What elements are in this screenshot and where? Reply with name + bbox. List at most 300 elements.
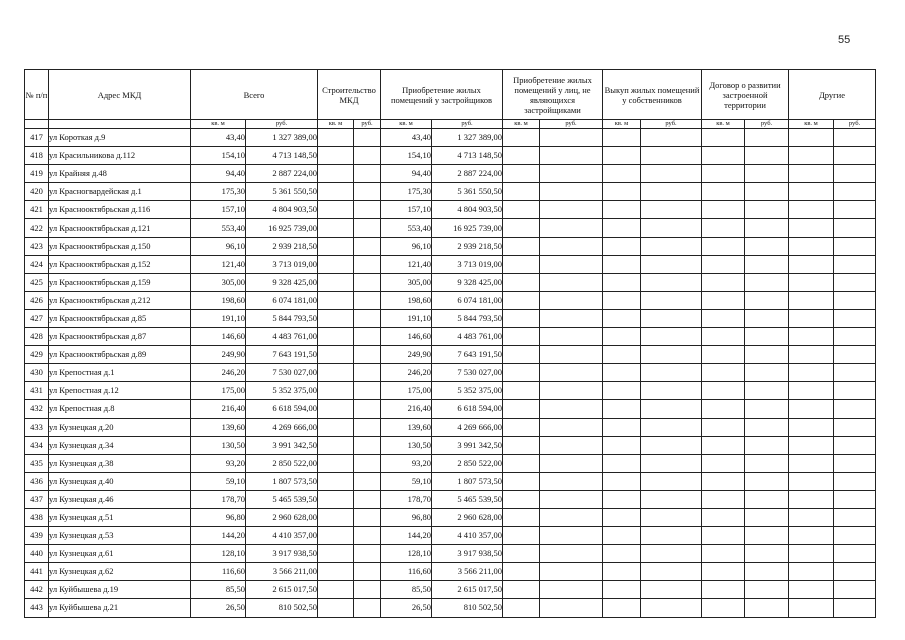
table-row (25, 508, 876, 526)
row-construction-area (318, 508, 354, 526)
row-number: 437 (25, 490, 49, 508)
row-other-area (789, 183, 834, 201)
row-buyout-area (603, 490, 641, 508)
table-row (25, 165, 876, 183)
row-construction-area (318, 436, 354, 454)
row-other-area (789, 454, 834, 472)
row-contract-area (702, 454, 745, 472)
row-total-area: 305,00 (191, 273, 246, 291)
row-purchase-other-area (503, 545, 540, 563)
row-construction-rub (354, 201, 381, 219)
row-number: 426 (25, 291, 49, 309)
row-total-rub: 5 361 550,50 (246, 183, 318, 201)
row-purchase-other-area (503, 291, 540, 309)
row-contract-area (702, 364, 745, 382)
row-purchase-area: 305,00 (381, 273, 432, 291)
row-other-area (789, 581, 834, 599)
row-other-rub (834, 273, 876, 291)
row-construction-area (318, 454, 354, 472)
row-purchase-other-area (503, 508, 540, 526)
row-total-area: 130,50 (191, 436, 246, 454)
row-buyout-rub (641, 201, 702, 219)
row-purchase-other-rub (540, 490, 603, 508)
header-contract: Договор о развитии застроенной территории (702, 70, 789, 120)
row-construction-rub (354, 418, 381, 436)
row-total-area: 43,40 (191, 129, 246, 147)
row-construction-rub (354, 219, 381, 237)
row-contract-rub (745, 436, 789, 454)
row-purchase-rub: 4 713 148,50 (432, 147, 503, 165)
unit-rub: руб. (246, 120, 318, 129)
row-buyout-area (603, 147, 641, 165)
unit-area: кв. м (381, 120, 432, 129)
row-purchase-other-rub (540, 364, 603, 382)
unit-rub: руб. (745, 120, 789, 129)
unit-area: кв. м (503, 120, 540, 129)
row-number: 433 (25, 418, 49, 436)
row-total-rub: 3 713 019,00 (246, 255, 318, 273)
row-buyout-area (603, 400, 641, 418)
row-construction-area (318, 545, 354, 563)
row-number: 442 (25, 581, 49, 599)
row-purchase-other-area (503, 400, 540, 418)
row-purchase-other-area (503, 147, 540, 165)
row-contract-rub (745, 472, 789, 490)
row-contract-rub (745, 273, 789, 291)
row-total-area: 144,20 (191, 527, 246, 545)
row-buyout-area (603, 219, 641, 237)
row-total-rub: 1 807 573,50 (246, 472, 318, 490)
row-other-rub (834, 472, 876, 490)
row-number: 440 (25, 545, 49, 563)
row-buyout-rub (641, 219, 702, 237)
row-buyout-rub (641, 581, 702, 599)
table-row (25, 436, 876, 454)
row-other-rub (834, 418, 876, 436)
row-total-rub: 1 327 389,00 (246, 129, 318, 147)
row-purchase-other-rub (540, 165, 603, 183)
row-buyout-area (603, 382, 641, 400)
row-purchase-other-area (503, 581, 540, 599)
row-purchase-other-area (503, 183, 540, 201)
row-contract-rub (745, 563, 789, 581)
row-address: ул Куйбышева д.21 (49, 599, 191, 617)
row-total-rub: 4 410 357,00 (246, 527, 318, 545)
unit-area: кв. м (191, 120, 246, 129)
row-number: 434 (25, 436, 49, 454)
row-purchase-rub: 5 352 375,00 (432, 382, 503, 400)
row-contract-area (702, 219, 745, 237)
row-contract-rub (745, 364, 789, 382)
row-purchase-area: 144,20 (381, 527, 432, 545)
header-total: Всего (191, 70, 318, 120)
row-construction-rub (354, 237, 381, 255)
row-contract-rub (745, 291, 789, 309)
row-purchase-other-rub (540, 508, 603, 526)
row-purchase-area: 26,50 (381, 599, 432, 617)
row-buyout-rub (641, 418, 702, 436)
row-construction-rub (354, 291, 381, 309)
row-purchase-rub: 810 502,50 (432, 599, 503, 617)
row-address: ул Кузнецкая д.46 (49, 490, 191, 508)
row-purchase-other-rub (540, 183, 603, 201)
row-total-area: 96,10 (191, 237, 246, 255)
row-address: ул Кузнецкая д.40 (49, 472, 191, 490)
row-buyout-area (603, 436, 641, 454)
row-other-rub (834, 255, 876, 273)
row-total-rub: 4 804 903,50 (246, 201, 318, 219)
row-buyout-area (603, 273, 641, 291)
row-total-rub: 2 960 628,00 (246, 508, 318, 526)
unit-area: кв. м (702, 120, 745, 129)
row-construction-rub (354, 183, 381, 201)
row-number: 418 (25, 147, 49, 165)
row-other-area (789, 147, 834, 165)
row-buyout-rub (641, 346, 702, 364)
row-construction-rub (354, 328, 381, 346)
row-total-rub: 7 530 027,00 (246, 364, 318, 382)
row-contract-area (702, 183, 745, 201)
row-purchase-other-rub (540, 273, 603, 291)
table-row (25, 545, 876, 563)
row-total-rub: 810 502,50 (246, 599, 318, 617)
table-row (25, 454, 876, 472)
row-total-rub: 2 939 218,50 (246, 237, 318, 255)
row-total-area: 198,60 (191, 291, 246, 309)
row-total-area: 139,60 (191, 418, 246, 436)
row-total-area: 157,10 (191, 201, 246, 219)
row-purchase-rub: 6 618 594,00 (432, 400, 503, 418)
row-purchase-rub: 2 887 224,00 (432, 165, 503, 183)
row-address: ул Краснооктябрьская д.212 (49, 291, 191, 309)
row-construction-area (318, 165, 354, 183)
row-purchase-area: 43,40 (381, 129, 432, 147)
row-construction-area (318, 563, 354, 581)
row-other-area (789, 255, 834, 273)
row-contract-rub (745, 328, 789, 346)
row-purchase-rub: 2 960 628,00 (432, 508, 503, 526)
row-purchase-rub: 4 483 761,00 (432, 328, 503, 346)
row-construction-area (318, 255, 354, 273)
row-address: ул Кузнецкая д.38 (49, 454, 191, 472)
row-number: 430 (25, 364, 49, 382)
unit-rub: руб. (354, 120, 381, 129)
row-contract-rub (745, 346, 789, 364)
row-construction-area (318, 599, 354, 617)
row-construction-rub (354, 165, 381, 183)
table-row (25, 237, 876, 255)
row-number: 420 (25, 183, 49, 201)
row-contract-area (702, 581, 745, 599)
row-purchase-other-rub (540, 328, 603, 346)
row-purchase-rub: 3 566 211,00 (432, 563, 503, 581)
row-total-rub: 5 844 793,50 (246, 309, 318, 327)
row-address: ул Краснооктябрьская д.150 (49, 237, 191, 255)
row-total-rub: 9 328 425,00 (246, 273, 318, 291)
row-purchase-area: 175,00 (381, 382, 432, 400)
row-buyout-area (603, 527, 641, 545)
row-number: 423 (25, 237, 49, 255)
row-contract-area (702, 165, 745, 183)
row-contract-area (702, 346, 745, 364)
row-buyout-area (603, 563, 641, 581)
row-other-area (789, 309, 834, 327)
row-purchase-other-rub (540, 382, 603, 400)
row-address: ул Краснооктябрьская д.159 (49, 273, 191, 291)
unit-area: кв. м (789, 120, 834, 129)
row-total-area: 93,20 (191, 454, 246, 472)
row-purchase-other-area (503, 346, 540, 364)
row-total-rub: 6 618 594,00 (246, 400, 318, 418)
row-number: 443 (25, 599, 49, 617)
row-construction-rub (354, 508, 381, 526)
row-total-area: 85,50 (191, 581, 246, 599)
row-other-area (789, 508, 834, 526)
row-purchase-other-rub (540, 527, 603, 545)
row-purchase-other-area (503, 165, 540, 183)
row-buyout-rub (641, 255, 702, 273)
row-purchase-other-rub (540, 472, 603, 490)
row-buyout-area (603, 165, 641, 183)
row-number: 427 (25, 309, 49, 327)
row-purchase-rub: 5 465 539,50 (432, 490, 503, 508)
row-purchase-area: 178,70 (381, 490, 432, 508)
row-address: ул Кузнецкая д.53 (49, 527, 191, 545)
row-construction-area (318, 527, 354, 545)
row-purchase-other-rub (540, 599, 603, 617)
row-number: 422 (25, 219, 49, 237)
unit-empty (49, 120, 191, 129)
row-buyout-area (603, 183, 641, 201)
row-purchase-area: 59,10 (381, 472, 432, 490)
row-other-rub (834, 129, 876, 147)
table-row (25, 490, 876, 508)
row-purchase-rub: 6 074 181,00 (432, 291, 503, 309)
row-purchase-area: 157,10 (381, 201, 432, 219)
row-contract-rub (745, 165, 789, 183)
row-total-area: 175,00 (191, 382, 246, 400)
row-address: ул Красногвардейская д.1 (49, 183, 191, 201)
row-contract-rub (745, 418, 789, 436)
row-construction-rub (354, 436, 381, 454)
row-total-rub: 6 074 181,00 (246, 291, 318, 309)
row-number: 419 (25, 165, 49, 183)
row-purchase-rub: 5 844 793,50 (432, 309, 503, 327)
row-total-area: 191,10 (191, 309, 246, 327)
table-row (25, 309, 876, 327)
row-contract-area (702, 237, 745, 255)
row-other-rub (834, 147, 876, 165)
row-number: 441 (25, 563, 49, 581)
row-number: 428 (25, 328, 49, 346)
row-construction-area (318, 346, 354, 364)
row-buyout-area (603, 309, 641, 327)
row-contract-rub (745, 129, 789, 147)
row-buyout-area (603, 129, 641, 147)
unit-area: кв. м (318, 120, 354, 129)
row-buyout-area (603, 237, 641, 255)
row-construction-area (318, 291, 354, 309)
row-purchase-other-area (503, 237, 540, 255)
table-row (25, 328, 876, 346)
row-buyout-area (603, 328, 641, 346)
row-other-rub (834, 545, 876, 563)
row-contract-area (702, 563, 745, 581)
row-buyout-area (603, 599, 641, 617)
row-purchase-rub: 3 991 342,50 (432, 436, 503, 454)
row-other-rub (834, 436, 876, 454)
row-contract-rub (745, 309, 789, 327)
table-row (25, 418, 876, 436)
row-total-area: 178,70 (191, 490, 246, 508)
row-construction-rub (354, 527, 381, 545)
row-construction-rub (354, 563, 381, 581)
unit-rub: руб. (432, 120, 503, 129)
row-purchase-other-rub (540, 129, 603, 147)
row-other-rub (834, 237, 876, 255)
row-other-area (789, 201, 834, 219)
row-contract-rub (745, 255, 789, 273)
row-address: ул Кузнецкая д.34 (49, 436, 191, 454)
row-contract-area (702, 291, 745, 309)
row-construction-rub (354, 309, 381, 327)
row-address: ул Куйбышева д.19 (49, 581, 191, 599)
header-buyout: Выкуп жилых помещений у собственников (603, 70, 702, 120)
row-buyout-rub (641, 183, 702, 201)
row-other-area (789, 545, 834, 563)
row-construction-area (318, 581, 354, 599)
row-purchase-rub: 9 328 425,00 (432, 273, 503, 291)
row-construction-rub (354, 545, 381, 563)
row-contract-rub (745, 400, 789, 418)
table-row (25, 201, 876, 219)
row-purchase-other-area (503, 454, 540, 472)
row-address: ул Кузнецкая д.51 (49, 508, 191, 526)
row-buyout-rub (641, 400, 702, 418)
row-contract-area (702, 418, 745, 436)
row-purchase-other-rub (540, 346, 603, 364)
row-contract-rub (745, 382, 789, 400)
row-purchase-rub: 7 643 191,50 (432, 346, 503, 364)
row-construction-area (318, 490, 354, 508)
table-row (25, 346, 876, 364)
row-purchase-rub: 2 939 218,50 (432, 237, 503, 255)
table-row (25, 382, 876, 400)
housing-table (24, 69, 876, 618)
table-row (25, 219, 876, 237)
row-address: ул Крепостная д.8 (49, 400, 191, 418)
row-construction-area (318, 400, 354, 418)
row-total-rub: 3 917 938,50 (246, 545, 318, 563)
row-contract-rub (745, 147, 789, 165)
row-other-rub (834, 400, 876, 418)
row-purchase-area: 154,10 (381, 147, 432, 165)
row-purchase-other-area (503, 309, 540, 327)
row-construction-area (318, 201, 354, 219)
row-number: 439 (25, 527, 49, 545)
row-other-rub (834, 527, 876, 545)
row-construction-rub (354, 599, 381, 617)
row-purchase-area: 85,50 (381, 581, 432, 599)
row-contract-rub (745, 490, 789, 508)
row-buyout-rub (641, 436, 702, 454)
table-row (25, 291, 876, 309)
row-other-rub (834, 219, 876, 237)
row-total-area: 249,90 (191, 346, 246, 364)
row-construction-rub (354, 454, 381, 472)
row-total-area: 175,30 (191, 183, 246, 201)
row-address: ул Краснооктябрьская д.121 (49, 219, 191, 237)
row-purchase-area: 191,10 (381, 309, 432, 327)
row-contract-area (702, 436, 745, 454)
row-buyout-area (603, 472, 641, 490)
row-purchase-area: 121,40 (381, 255, 432, 273)
row-purchase-other-area (503, 328, 540, 346)
row-address: ул Кузнецкая д.61 (49, 545, 191, 563)
row-total-rub: 4 483 761,00 (246, 328, 318, 346)
row-total-area: 128,10 (191, 545, 246, 563)
row-buyout-rub (641, 527, 702, 545)
row-construction-rub (354, 490, 381, 508)
row-purchase-other-rub (540, 219, 603, 237)
row-buyout-rub (641, 599, 702, 617)
table-row (25, 147, 876, 165)
row-purchase-area: 116,60 (381, 563, 432, 581)
row-construction-rub (354, 472, 381, 490)
row-other-area (789, 400, 834, 418)
row-other-area (789, 563, 834, 581)
row-purchase-other-rub (540, 545, 603, 563)
row-contract-rub (745, 599, 789, 617)
row-other-rub (834, 490, 876, 508)
row-other-area (789, 273, 834, 291)
row-buyout-area (603, 364, 641, 382)
row-purchase-other-area (503, 563, 540, 581)
row-total-area: 116,60 (191, 563, 246, 581)
row-purchase-area: 246,20 (381, 364, 432, 382)
table-row (25, 364, 876, 382)
row-buyout-rub (641, 129, 702, 147)
row-other-area (789, 237, 834, 255)
row-other-rub (834, 563, 876, 581)
row-purchase-area: 94,40 (381, 165, 432, 183)
row-contract-area (702, 255, 745, 273)
row-buyout-rub (641, 273, 702, 291)
row-purchase-other-rub (540, 291, 603, 309)
row-buyout-area (603, 545, 641, 563)
row-buyout-rub (641, 147, 702, 165)
row-number: 432 (25, 400, 49, 418)
page-number: 55 (838, 34, 851, 46)
row-contract-rub (745, 527, 789, 545)
row-buyout-area (603, 508, 641, 526)
row-total-area: 146,60 (191, 328, 246, 346)
table-row (25, 599, 876, 617)
row-buyout-rub (641, 237, 702, 255)
row-contract-area (702, 400, 745, 418)
row-other-rub (834, 291, 876, 309)
row-total-rub: 3 991 342,50 (246, 436, 318, 454)
row-purchase-area: 93,20 (381, 454, 432, 472)
unit-area: кв. м (603, 120, 641, 129)
row-purchase-other-rub (540, 454, 603, 472)
row-other-area (789, 382, 834, 400)
row-contract-rub (745, 545, 789, 563)
table-row (25, 255, 876, 273)
row-total-rub: 5 465 539,50 (246, 490, 318, 508)
row-total-rub: 7 643 191,50 (246, 346, 318, 364)
row-total-rub: 2 850 522,00 (246, 454, 318, 472)
